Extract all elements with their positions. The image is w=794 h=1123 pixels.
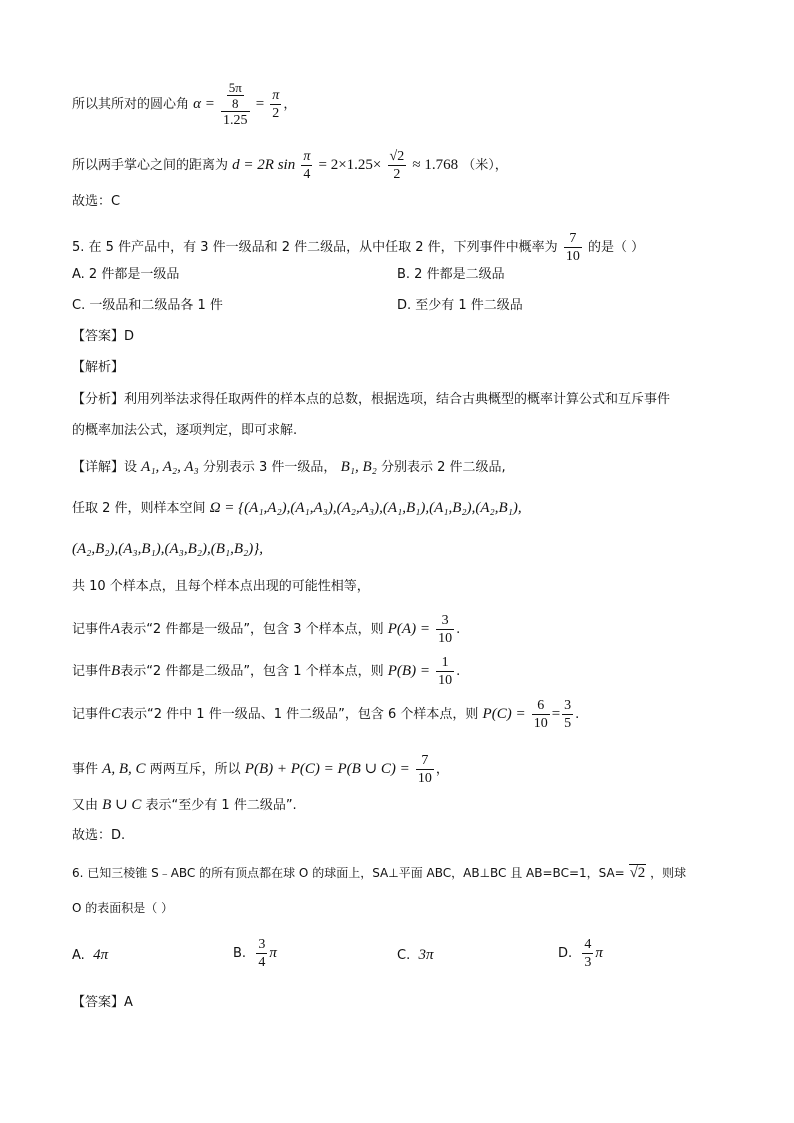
answer-c: 故选：C: [72, 194, 121, 209]
fraction-3-10: $\frac{3}{10}$: [438, 613, 453, 646]
detail-line: 【详解】设 A₁, A₂, A₃ 分别表示 3 件一级品， B₁, B₂ 分别表示 2 件二级品,: [72, 459, 506, 475]
option-b: B. 2 件都是二级品: [397, 267, 505, 282]
option-a: A. 2 件都是一级品: [72, 267, 180, 282]
answer-d: 故选：D.: [72, 828, 126, 843]
answer-6-tag: 【答案】A: [72, 995, 133, 1010]
count-line: 共 10 个样本点，且每个样本点出现的可能性相等，: [72, 579, 370, 594]
q6-option-d: D. $\frac{4}{3}$ π: [558, 937, 603, 970]
fraction-pi-4: $\frac{\pi}{4}$: [303, 149, 311, 182]
sample-space-line-2: (A₂,B₂),(A₃,B₁),(A₃,B₂),(B₁,B₂)},: [72, 541, 263, 557]
fraction-sqrt2-2: $\frac{√2}{2}$: [389, 149, 405, 182]
question-5-stem: 5. 在 5 件产品中，有 3 件一级品和 2 件二级品，从中任取 2 件，下列事件中概率为 $\frac{7}{10}$ 的是（ ）: [72, 231, 645, 264]
fraction-compound: $\frac{\frac{5\pi}{8}}{1.25}$: [223, 80, 248, 128]
fraction-1-10: $\frac{1}{10}$: [438, 655, 453, 688]
answer-tag: 【答案】D: [72, 329, 135, 344]
fraction-6-10: $\frac{6}{10}$: [533, 698, 548, 731]
line-distance: 所以两手掌心之间的距离为 d = 2R sin $\frac{\pi}{4}$ = 2×1.25× $\frac{√2}{2}$ ≈ 1.768 （米），: [72, 149, 508, 182]
question-6-line-1: 6. 已知三棱锥 S﹣ABC 的所有顶点都在球 O 的球面上，SA⊥平面 ABC，AB⊥BC 且 AB=BC=1，SA= √2 ，则球: [72, 865, 687, 881]
sample-space-line: 任取 2 件，则样本空间 Ω = {(A₁,A₂),(A₁,A₃),(A₂,A₃),(A₁,B₁),(A₁,B₂),(A₂,B₁),: [72, 500, 522, 516]
event-b-line: 记事件B表示“2 件都是二级品”，包含 1 个样本点，则 P(B) = $\frac{1}{10}$ .: [72, 655, 461, 688]
fraction-7-10b: $\frac{7}{10}$: [417, 753, 432, 786]
line-central-angle: 所以其所对的圆心角 α = $\frac{\frac{5\pi}{8}}{1.25}$ = $\frac{\pi}{2}$ ，: [72, 80, 297, 128]
q6-option-a: A. 4π: [72, 947, 109, 963]
q6-option-b: B. $\frac{3}{4}$ π: [233, 937, 277, 970]
analysis-line-2: 的概率加法公式，逐项判定，即可求解.: [72, 423, 298, 438]
q6-option-c: C. 3π: [397, 947, 434, 963]
sqrt2: √2: [629, 865, 646, 881]
fraction-3-5: $\frac{3}{5}$: [564, 698, 572, 731]
question-6-line-2: O 的表面积是（ ）: [72, 901, 174, 915]
fraction-7-10: $\frac{7}{10}$: [565, 231, 580, 264]
option-c: C. 一级品和二级品各 1 件: [72, 298, 223, 313]
event-a-line: 记事件A表示“2 件都是一级品”，包含 3 个样本点，则 P(A) = $\frac{3}{10}$ .: [72, 613, 461, 646]
event-c-line: 记事件C表示“2 件中 1 件一级品、1 件二级品”，包含 6 个样本点，则 P(C) = $\frac{6}{10}$ = $\frac{3}{5}$ .: [72, 698, 580, 731]
analysis-line-1: 【分析】利用列举法求得任取两件的样本点的总数，根据选项，结合古典概型的概率计算公式和互斥事件: [72, 392, 671, 407]
analysis-tag: 【解析】: [72, 360, 125, 375]
option-d: D. 至少有 1 件二级品: [397, 298, 523, 313]
fraction-pi-2: $\frac{\pi}{2}$: [272, 88, 280, 121]
alpha-symbol: α =: [193, 96, 215, 112]
mutually-exclusive-line: 事件 A, B, C 两两互斥，所以 P(B) + P(C) = P(B ∪ C) = $\frac{7}{10}$ ，: [72, 753, 449, 786]
fraction-5pi-8: $\frac{5\pi}{8}$: [228, 80, 242, 111]
union-line: 又由 B ∪ C 表示“至少有 1 件二级品”.: [72, 797, 297, 813]
text: 所以其所对的圆心角: [72, 97, 190, 112]
